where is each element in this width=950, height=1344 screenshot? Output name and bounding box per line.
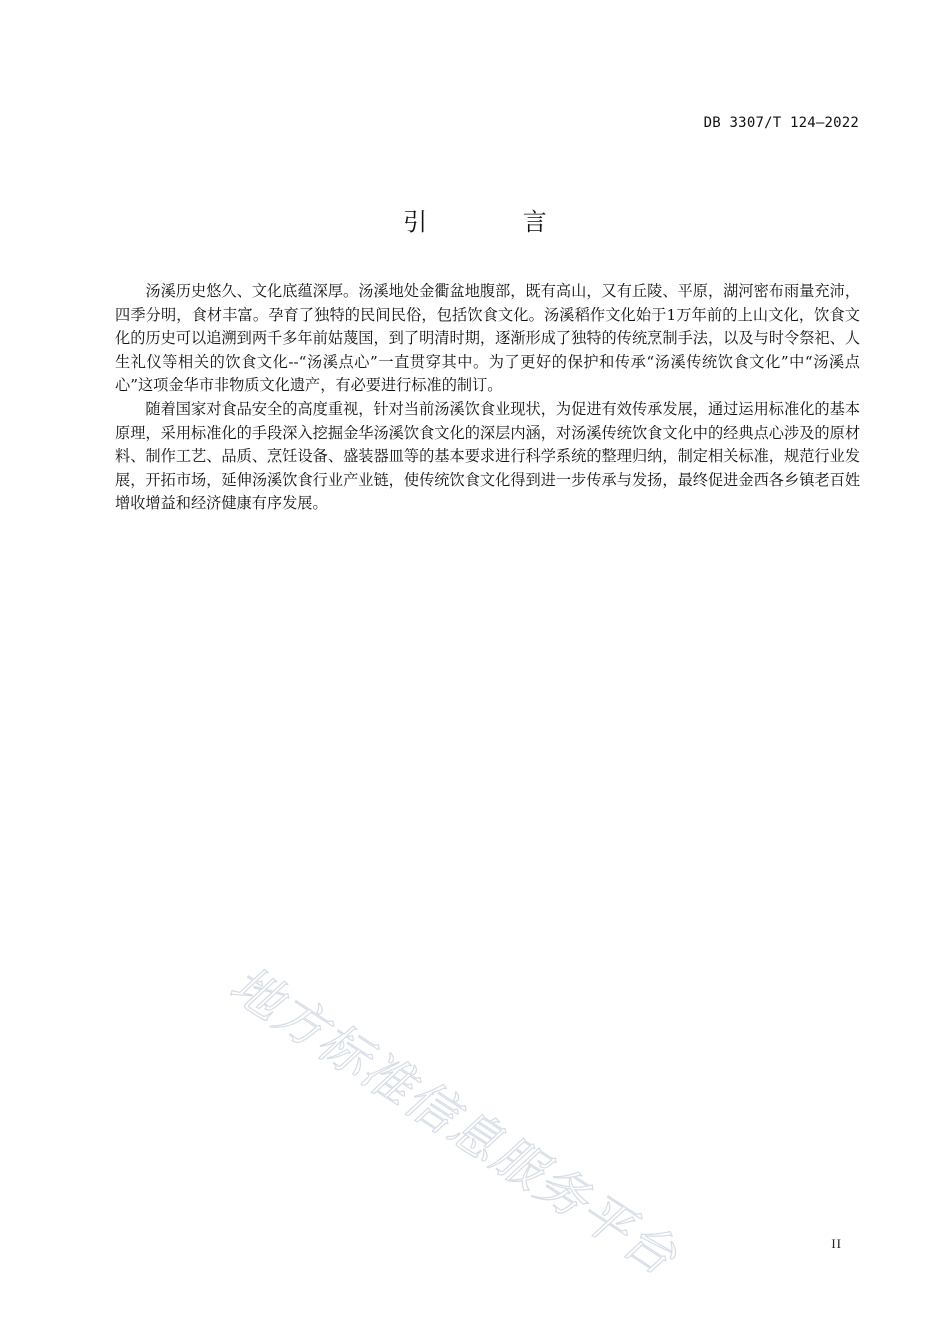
- page-number: II: [831, 1236, 842, 1251]
- body-text: [115, 280, 860, 516]
- paragraph: 汤溪历史悠久、文化底蕴深厚。汤溪地处金衢盆地腹部，既有高山，又有丘陵、平原，湖河密布雨量充沛，四季分明，食材丰富。孕育了独特的民间民俗，包括饮食文化。汤溪稻作文化始于1万年前的上山文化，饮食文化的历史可以追溯到两千多年前姑蔑国，到了明清时期，逐渐形成了独特的传统烹制手法，以及与时令祭祀、人生礼仪等相关的饮食文化--“汤溪点心”一直贯穿其中。为了更好的保护和传承“汤溪传统饮食文化”中“汤溪点心”这项金华市非物质文化遗产，有必要进行标准的制订。: [115, 282, 860, 395]
- page-title: 引 言: [403, 208, 591, 236]
- document-id: DB 3307/T 124—2022: [703, 115, 859, 131]
- paragraph: 随着国家对食品安全的高度重视，针对当前汤溪饮食业现状，为促进有效传承发展，通过运用标准化的基本原理，采用标准化的手段深入挖掘金华汤溪饮食文化的深层内涵，对汤溪传统饮食文化中的经典点心涉及的原材料、制作工艺、品质、烹饪设备、盛装器皿等的基本要求进行科学系统的整理归纳，制定相关标准，规范行业发展，开拓市场，延伸汤溪饮食行业产业链，使传统饮食文化得到进一步传承与发扬，最终促进金西各乡镇老百姓增收增益和经济健康有序发展。: [115, 399, 860, 513]
- watermark: 地方标准信息服务平台: [220, 955, 688, 1287]
